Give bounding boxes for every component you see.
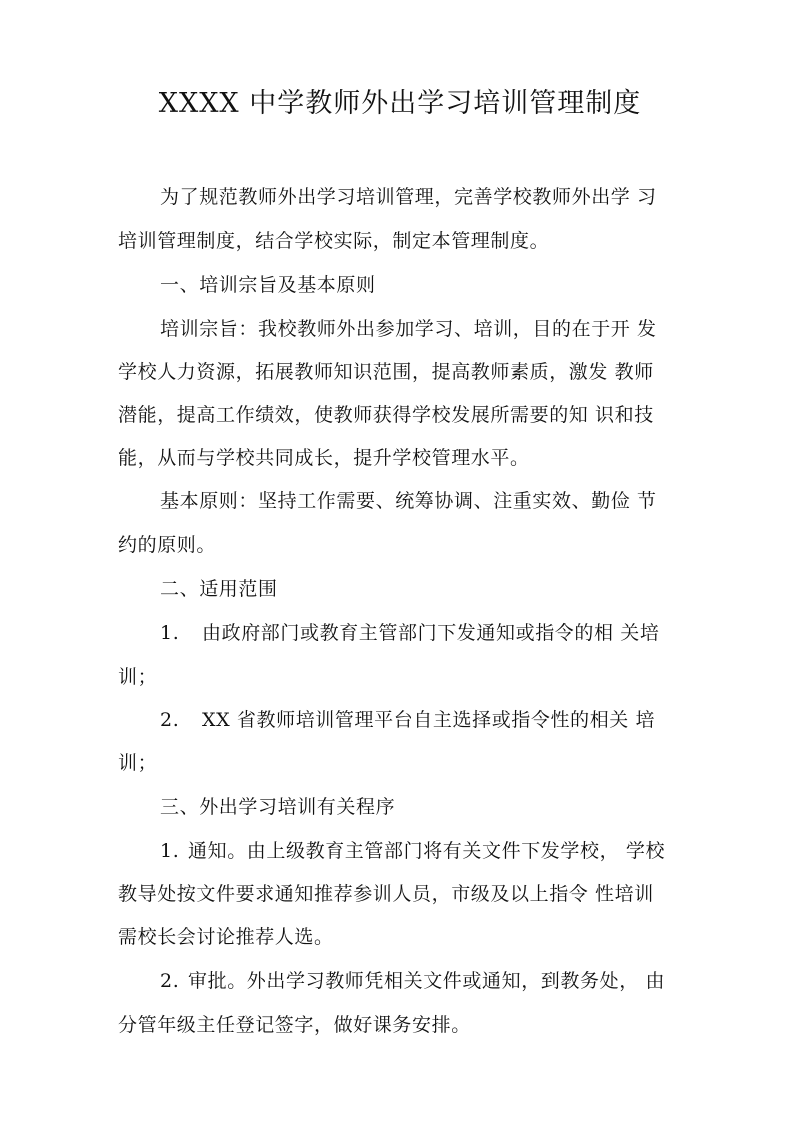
paragraph-line: 培训宗旨：我校教师外出参加学习、培训，目的在于开 发	[160, 318, 657, 340]
list-item-line	[160, 836, 718, 866]
paragraph-line: 为了规范教师外出学习培训管理，完善学校教师外出学 习	[160, 186, 657, 208]
paragraph-line: 约的原则。	[118, 534, 217, 556]
paragraph-line: 分管年级主任登记签字，做好课务安排。	[118, 1014, 471, 1036]
paragraph-line: 基本原则：坚持工作需要、统筹协调、注重实效、勤俭 节	[160, 490, 657, 512]
document-title: XXXX 中学教师外出学习培训管理制度	[158, 88, 642, 119]
list-number: 1.	[160, 840, 180, 862]
list-item-text: XX 省教师培训管理平台自主选择或指令性的相关 培	[202, 709, 656, 731]
paragraph-line: 学校人力资源，拓展教师知识范围，提高教师素质，激发 教师	[118, 361, 654, 383]
section-heading: 一、培训宗旨及基本原则	[160, 274, 376, 296]
list-item-text: 由政府部门或教育主管部门下发通知或指令的相 关培	[202, 622, 660, 644]
paragraph-line: 培训管理制度，结合学校实际，制定本管理制度。	[118, 230, 550, 252]
section-heading: 三、外出学习培训有关程序	[160, 796, 396, 818]
list-item-text: 审批。外出学习教师凭相关文件或通知，到教务处， 由	[188, 970, 666, 992]
paragraph-line: 需校长会讨论推荐人选。	[118, 926, 334, 948]
list-number: 2.	[160, 970, 180, 992]
list-number: 2.	[160, 709, 180, 731]
list-item-line	[160, 618, 718, 648]
list-item-text: 通知。由上级教育主管部门将有关文件下发学校， 学校	[188, 840, 666, 862]
paragraph-line: 训；	[118, 666, 158, 688]
list-number: 1.	[160, 622, 180, 644]
list-item-line	[160, 705, 718, 735]
paragraph-line: 潜能，提高工作绩效，使教师获得学校发展所需要的知 识和技	[118, 404, 654, 426]
section-heading: 二、适用范围	[160, 578, 278, 600]
list-item-line	[160, 966, 718, 996]
paragraph-line: 训；	[118, 752, 158, 774]
paragraph-line: 教导处按文件要求通知推荐参训人员，市级及以上指令 性培训	[118, 883, 654, 905]
paragraph-line: 能，从而与学校共同成长，提升学校管理水平。	[118, 447, 530, 469]
